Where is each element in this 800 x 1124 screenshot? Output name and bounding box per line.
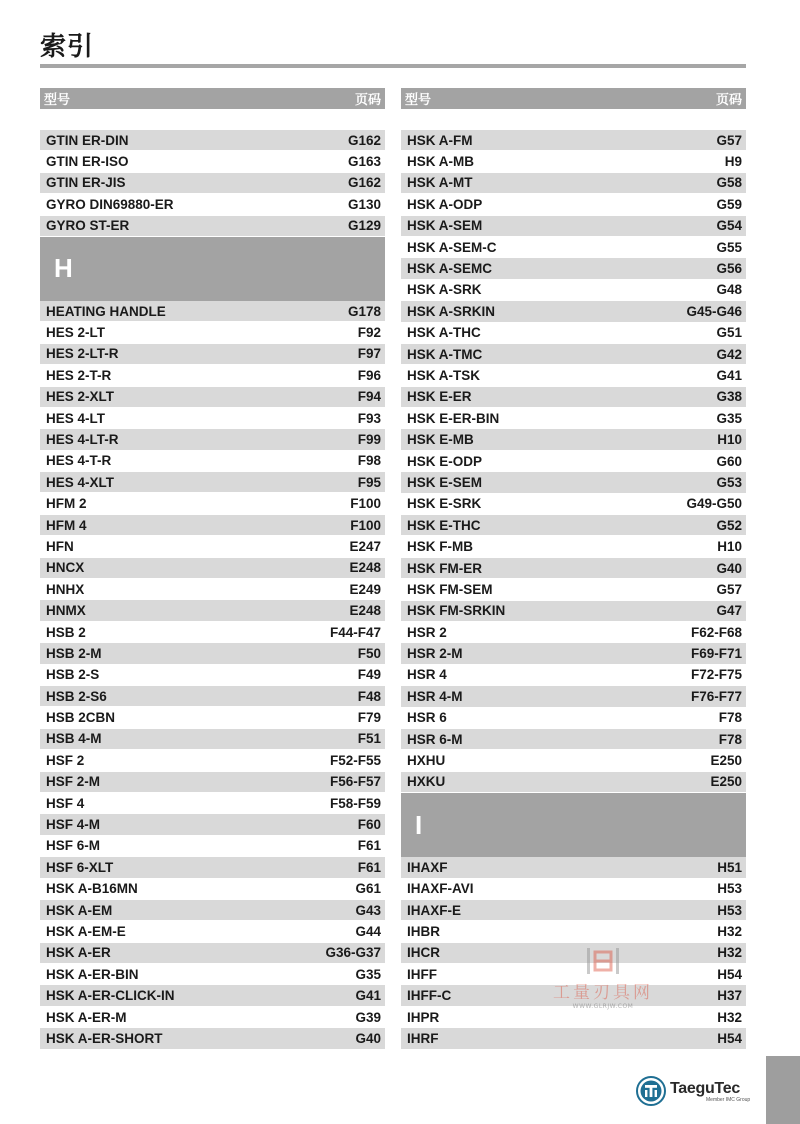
page-ref: G42 bbox=[716, 346, 742, 362]
model-name: HNMX bbox=[46, 603, 86, 619]
model-name: HSK A-SEM bbox=[407, 218, 483, 234]
page-ref: H32 bbox=[717, 945, 742, 961]
page-ref: F56-F57 bbox=[329, 774, 381, 790]
index-row bbox=[40, 173, 385, 194]
model-name: HSR 6 bbox=[407, 710, 447, 726]
page-ref: E247 bbox=[349, 538, 381, 554]
model-name: IHAXF-E bbox=[407, 902, 461, 918]
model-name: GTIN ER-ISO bbox=[46, 154, 129, 170]
model-name: HSR 6-M bbox=[407, 731, 463, 747]
index-row bbox=[40, 451, 385, 472]
index-row bbox=[40, 344, 385, 365]
index-row bbox=[40, 1007, 385, 1028]
index-row bbox=[40, 536, 385, 557]
page-ref: G54 bbox=[716, 218, 742, 234]
index-row bbox=[401, 515, 746, 536]
model-name: HSF 2 bbox=[46, 752, 85, 768]
index-row bbox=[401, 964, 746, 985]
index-row bbox=[40, 151, 385, 172]
index-row bbox=[40, 1028, 385, 1049]
page-ref: G48 bbox=[716, 282, 742, 298]
index-row bbox=[40, 900, 385, 921]
model-name: GTIN ER-JIS bbox=[46, 175, 126, 191]
page-ref: G39 bbox=[355, 1009, 381, 1025]
model-name: HSK A-MT bbox=[407, 175, 473, 191]
page-header-label: 页码 bbox=[715, 93, 742, 108]
index-row bbox=[401, 151, 746, 172]
model-name: IHBR bbox=[407, 923, 440, 939]
page-ref: F48 bbox=[357, 688, 381, 704]
index-row bbox=[401, 579, 746, 600]
model-name: HSK A-THC bbox=[407, 325, 481, 341]
model-name: HFM 4 bbox=[46, 517, 87, 533]
model-name: HSK A-ER-M bbox=[46, 1009, 127, 1025]
page-ref: H53 bbox=[717, 881, 742, 897]
index-row bbox=[40, 429, 385, 450]
index-row bbox=[40, 921, 385, 942]
page-ref: G55 bbox=[716, 239, 742, 255]
taegutec-logo-icon bbox=[636, 1076, 666, 1106]
model-name: HSK E-ER bbox=[407, 389, 472, 405]
page-ref: H9 bbox=[724, 154, 742, 170]
index-row bbox=[40, 964, 385, 985]
brand-tagline: Member IMC Group bbox=[706, 1096, 751, 1103]
page-ref: G60 bbox=[716, 453, 742, 469]
header-spacer bbox=[401, 109, 746, 130]
model-name: HSK A-ODP bbox=[407, 196, 483, 212]
model-name: IHPR bbox=[407, 1009, 440, 1025]
column-header bbox=[401, 88, 746, 109]
index-row bbox=[401, 194, 746, 215]
page-ref: F58-F59 bbox=[329, 795, 381, 811]
model-name: IHFF-C bbox=[407, 988, 452, 1004]
index-row bbox=[40, 130, 385, 151]
model-name: HSF 2-M bbox=[46, 774, 100, 790]
model-name: IHFF bbox=[407, 966, 437, 982]
model-name: HSK E-SEM bbox=[407, 474, 483, 490]
model-name: HEATING HANDLE bbox=[46, 303, 166, 319]
page-ref: H51 bbox=[717, 859, 742, 875]
model-name: HSB 2 bbox=[46, 624, 86, 640]
model-name: HSK A-ER-SHORT bbox=[46, 1030, 163, 1046]
watermark-chinese-text: 工量刃具网 bbox=[553, 983, 653, 1003]
model-name: HSK FM-SRKIN bbox=[407, 603, 506, 619]
model-name: HSF 6-XLT bbox=[46, 859, 114, 875]
page-ref: G45-G46 bbox=[686, 303, 742, 319]
page-ref: G35 bbox=[355, 966, 381, 982]
index-row bbox=[401, 216, 746, 237]
index-row bbox=[40, 472, 385, 493]
index-row bbox=[40, 515, 385, 536]
header-spacer bbox=[40, 109, 385, 130]
model-name: HSB 2CBN bbox=[46, 710, 116, 726]
page-ref: G163 bbox=[347, 154, 381, 170]
model-name: HSB 4-M bbox=[46, 731, 102, 747]
page-ref: F69-F71 bbox=[690, 646, 742, 662]
page-ref: F62-F68 bbox=[690, 624, 742, 640]
model-name: HSF 6-M bbox=[46, 838, 100, 854]
model-name: HSK A-EM-E bbox=[46, 923, 126, 939]
page-ref: G129 bbox=[347, 218, 381, 234]
page-ref: F49 bbox=[357, 667, 381, 683]
page-ref: F93 bbox=[357, 410, 381, 426]
model-name: HSK E-SRK bbox=[407, 496, 482, 512]
page-ref: E249 bbox=[349, 581, 381, 597]
index-row bbox=[401, 900, 746, 921]
model-name: HNHX bbox=[46, 581, 85, 597]
page-ref: G53 bbox=[716, 474, 742, 490]
page-title: 索引 bbox=[40, 32, 95, 62]
page-ref: F78 bbox=[718, 731, 742, 747]
watermark-url: WWW.GLRJW.COM bbox=[572, 1003, 634, 1010]
page-ref: G40 bbox=[355, 1030, 381, 1046]
page-ref: G51 bbox=[716, 325, 742, 341]
index-row bbox=[40, 879, 385, 900]
page-ref: G40 bbox=[716, 560, 742, 576]
index-rows-left bbox=[40, 130, 385, 1050]
page-ref: G178 bbox=[347, 303, 381, 319]
page-ref: G57 bbox=[716, 132, 742, 148]
index-row bbox=[40, 579, 385, 600]
model-name: HSF 4 bbox=[46, 795, 85, 811]
model-name: HNCX bbox=[46, 560, 85, 576]
page-ref: F95 bbox=[357, 474, 381, 490]
model-name: HES 4-LT-R bbox=[46, 431, 119, 447]
brand-name: TaeguTec bbox=[670, 1079, 740, 1097]
model-name: HES 2-LT-R bbox=[46, 346, 119, 362]
page-ref: G56 bbox=[716, 261, 742, 277]
model-name: GTIN ER-DIN bbox=[46, 132, 129, 148]
model-name: HSK A-ER bbox=[46, 945, 111, 961]
page-ref: F61 bbox=[357, 859, 381, 875]
page-ref: G57 bbox=[716, 581, 742, 597]
index-row bbox=[401, 1028, 746, 1049]
index-row bbox=[401, 365, 746, 386]
model-name: HES 4-T-R bbox=[46, 453, 112, 469]
index-row bbox=[401, 536, 746, 557]
index-column-right bbox=[401, 88, 746, 1050]
page-ref: G36-G37 bbox=[325, 945, 381, 961]
page-ref: G58 bbox=[716, 175, 742, 191]
page-ref: G47 bbox=[716, 603, 742, 619]
model-name: HSK E-ODP bbox=[407, 453, 483, 469]
index-row bbox=[401, 558, 746, 579]
brand-logo bbox=[636, 1074, 750, 1108]
model-name: HSR 2-M bbox=[407, 646, 463, 662]
index-row bbox=[401, 729, 746, 750]
model-name: HSR 4-M bbox=[407, 688, 463, 704]
page-ref: F78 bbox=[718, 710, 742, 726]
page-ref: F51 bbox=[357, 731, 381, 747]
index-row bbox=[401, 665, 746, 686]
index-row bbox=[40, 365, 385, 386]
page-ref: E248 bbox=[349, 560, 381, 576]
index-row bbox=[40, 216, 385, 237]
model-name: HSK FM-ER bbox=[407, 560, 482, 576]
model-name: HSK A-ER-BIN bbox=[46, 966, 139, 982]
index-row bbox=[40, 194, 385, 215]
index-row bbox=[401, 387, 746, 408]
model-name: HSK A-TSK bbox=[407, 367, 480, 383]
model-name: HSB 2-M bbox=[46, 645, 102, 661]
page-ref: G38 bbox=[716, 389, 742, 405]
model-name: HES 2-LT bbox=[46, 325, 106, 341]
page-ref: G61 bbox=[355, 881, 381, 897]
page-side-tab bbox=[766, 1056, 800, 1124]
page-ref: F97 bbox=[357, 346, 381, 362]
index-row bbox=[401, 494, 746, 515]
page-ref: F98 bbox=[357, 453, 381, 469]
page-ref: F60 bbox=[357, 817, 381, 833]
index-row bbox=[401, 857, 746, 878]
index-row bbox=[401, 280, 746, 301]
page-ref: G162 bbox=[347, 175, 381, 191]
index-row bbox=[40, 772, 385, 793]
index-row bbox=[40, 857, 385, 878]
index-row bbox=[401, 451, 746, 472]
index-row bbox=[40, 686, 385, 707]
index-row bbox=[40, 729, 385, 750]
page-ref: G49-G50 bbox=[686, 496, 742, 512]
model-name: IHRF bbox=[407, 1030, 439, 1046]
model-name: HSR 2 bbox=[407, 624, 447, 640]
index-rows-right bbox=[401, 130, 746, 1050]
index-row bbox=[401, 130, 746, 151]
index-row bbox=[40, 301, 385, 322]
page-ref: H10 bbox=[717, 432, 742, 448]
page-ref: G162 bbox=[347, 132, 381, 148]
model-name: HSK E-THC bbox=[407, 517, 481, 533]
index-row bbox=[40, 558, 385, 579]
page-header-label: 页码 bbox=[354, 93, 381, 108]
model-header-label: 型号 bbox=[44, 93, 71, 108]
index-row bbox=[40, 408, 385, 429]
model-name: GYRO ST-ER bbox=[46, 218, 130, 234]
model-name: HSK A-SRKIN bbox=[407, 303, 496, 319]
index-row bbox=[401, 943, 746, 964]
title-divider bbox=[40, 64, 746, 68]
index-row bbox=[40, 600, 385, 621]
model-name: HSK A-B16MN bbox=[46, 881, 138, 897]
index-row bbox=[401, 622, 746, 643]
model-name: HSF 4-M bbox=[46, 817, 100, 833]
index-row bbox=[40, 943, 385, 964]
column-header bbox=[40, 88, 385, 109]
index-row bbox=[40, 814, 385, 835]
model-name: IHAXF bbox=[407, 859, 448, 875]
model-name: IHCR bbox=[407, 945, 440, 961]
model-name: HXKU bbox=[407, 774, 446, 790]
page-ref: F72-F75 bbox=[690, 667, 742, 683]
index-row bbox=[401, 258, 746, 279]
index-row bbox=[401, 1007, 746, 1028]
page-ref: H32 bbox=[717, 923, 742, 939]
index-row bbox=[401, 472, 746, 493]
page-ref: E248 bbox=[349, 603, 381, 619]
page-ref: H10 bbox=[717, 539, 742, 555]
model-name: HSK E-ER-BIN bbox=[407, 410, 500, 426]
model-name: HSK E-MB bbox=[407, 432, 474, 448]
index-row bbox=[401, 985, 746, 1006]
page-ref: G43 bbox=[355, 902, 381, 918]
index-row bbox=[40, 622, 385, 643]
section-header: I bbox=[401, 793, 746, 857]
model-name: HSK A-EM bbox=[46, 902, 113, 918]
model-name: HSK A-SRK bbox=[407, 282, 482, 298]
index-row bbox=[40, 707, 385, 728]
index-column-left bbox=[40, 88, 385, 1050]
page-ref: F61 bbox=[357, 838, 381, 854]
page-ref: G41 bbox=[355, 988, 381, 1004]
index-row bbox=[401, 772, 746, 793]
page-ref: E250 bbox=[710, 753, 742, 769]
index-row bbox=[401, 601, 746, 622]
index-row bbox=[40, 493, 385, 514]
model-name: IHAXF-AVI bbox=[407, 881, 474, 897]
model-name: HSK A-FM bbox=[407, 132, 473, 148]
section-header: H bbox=[40, 237, 385, 301]
page-ref: F96 bbox=[357, 367, 381, 383]
index-row bbox=[40, 665, 385, 686]
page-ref: F50 bbox=[357, 645, 381, 661]
page-ref: F100 bbox=[350, 517, 381, 533]
model-name: HSK F-MB bbox=[407, 539, 473, 555]
page-ref: H54 bbox=[717, 966, 742, 982]
model-name: HSK A-SEM-C bbox=[407, 239, 497, 255]
index-row bbox=[401, 708, 746, 729]
index-row bbox=[40, 985, 385, 1006]
page-ref: G41 bbox=[716, 367, 742, 383]
index-row bbox=[401, 323, 746, 344]
index-row bbox=[401, 643, 746, 664]
page-ref: G52 bbox=[716, 517, 742, 533]
page-ref: F52-F55 bbox=[329, 752, 381, 768]
index-row bbox=[40, 793, 385, 814]
model-name: HFM 2 bbox=[46, 496, 87, 512]
page-ref: F79 bbox=[357, 710, 381, 726]
index-row bbox=[401, 173, 746, 194]
model-name: HSK A-ER-CLICK-IN bbox=[46, 988, 175, 1004]
index-row bbox=[40, 836, 385, 857]
index-row bbox=[401, 750, 746, 771]
model-name: HSK FM-SEM bbox=[407, 581, 493, 597]
page-ref: F94 bbox=[357, 389, 381, 405]
page-ref: F92 bbox=[357, 325, 381, 341]
index-row bbox=[401, 879, 746, 900]
model-name: HSK A-SEMC bbox=[407, 261, 493, 277]
index-row bbox=[40, 643, 385, 664]
page-ref: F99 bbox=[357, 431, 381, 447]
model-header-label: 型号 bbox=[405, 93, 432, 108]
model-name: HES 4-XLT bbox=[46, 474, 115, 490]
model-name: HSK A-MB bbox=[407, 154, 474, 170]
page-ref: H53 bbox=[717, 902, 742, 918]
index-row bbox=[401, 237, 746, 258]
page-ref: E250 bbox=[710, 774, 742, 790]
model-name: HSB 2-S6 bbox=[46, 688, 107, 704]
page-ref: F76-F77 bbox=[690, 688, 742, 704]
page-ref: G44 bbox=[355, 923, 381, 939]
page-ref: G35 bbox=[716, 410, 742, 426]
index-row bbox=[401, 429, 746, 450]
model-name: HES 4-LT bbox=[46, 410, 106, 426]
model-name: HSB 2-S bbox=[46, 667, 100, 683]
page-ref: G59 bbox=[716, 196, 742, 212]
index-row bbox=[401, 686, 746, 707]
index-row bbox=[40, 750, 385, 771]
page-ref: F100 bbox=[350, 496, 381, 512]
page-ref: G130 bbox=[347, 196, 381, 212]
model-name: GYRO DIN69880-ER bbox=[46, 196, 174, 212]
model-name: HFN bbox=[46, 538, 74, 554]
index-row bbox=[401, 344, 746, 365]
page-ref: H54 bbox=[717, 1030, 742, 1046]
model-name: HES 2-T-R bbox=[46, 367, 112, 383]
index-row bbox=[401, 408, 746, 429]
page-ref: H37 bbox=[717, 988, 742, 1004]
model-name: HSK A-TMC bbox=[407, 346, 483, 362]
index-row bbox=[40, 322, 385, 343]
page-ref: F44-F47 bbox=[329, 624, 381, 640]
index-row bbox=[40, 387, 385, 408]
model-name: HSR 4 bbox=[407, 667, 447, 683]
index-row bbox=[401, 921, 746, 942]
model-name: HXHU bbox=[407, 753, 446, 769]
index-row bbox=[401, 301, 746, 322]
model-name: HES 2-XLT bbox=[46, 389, 115, 405]
page-ref: H32 bbox=[717, 1009, 742, 1025]
